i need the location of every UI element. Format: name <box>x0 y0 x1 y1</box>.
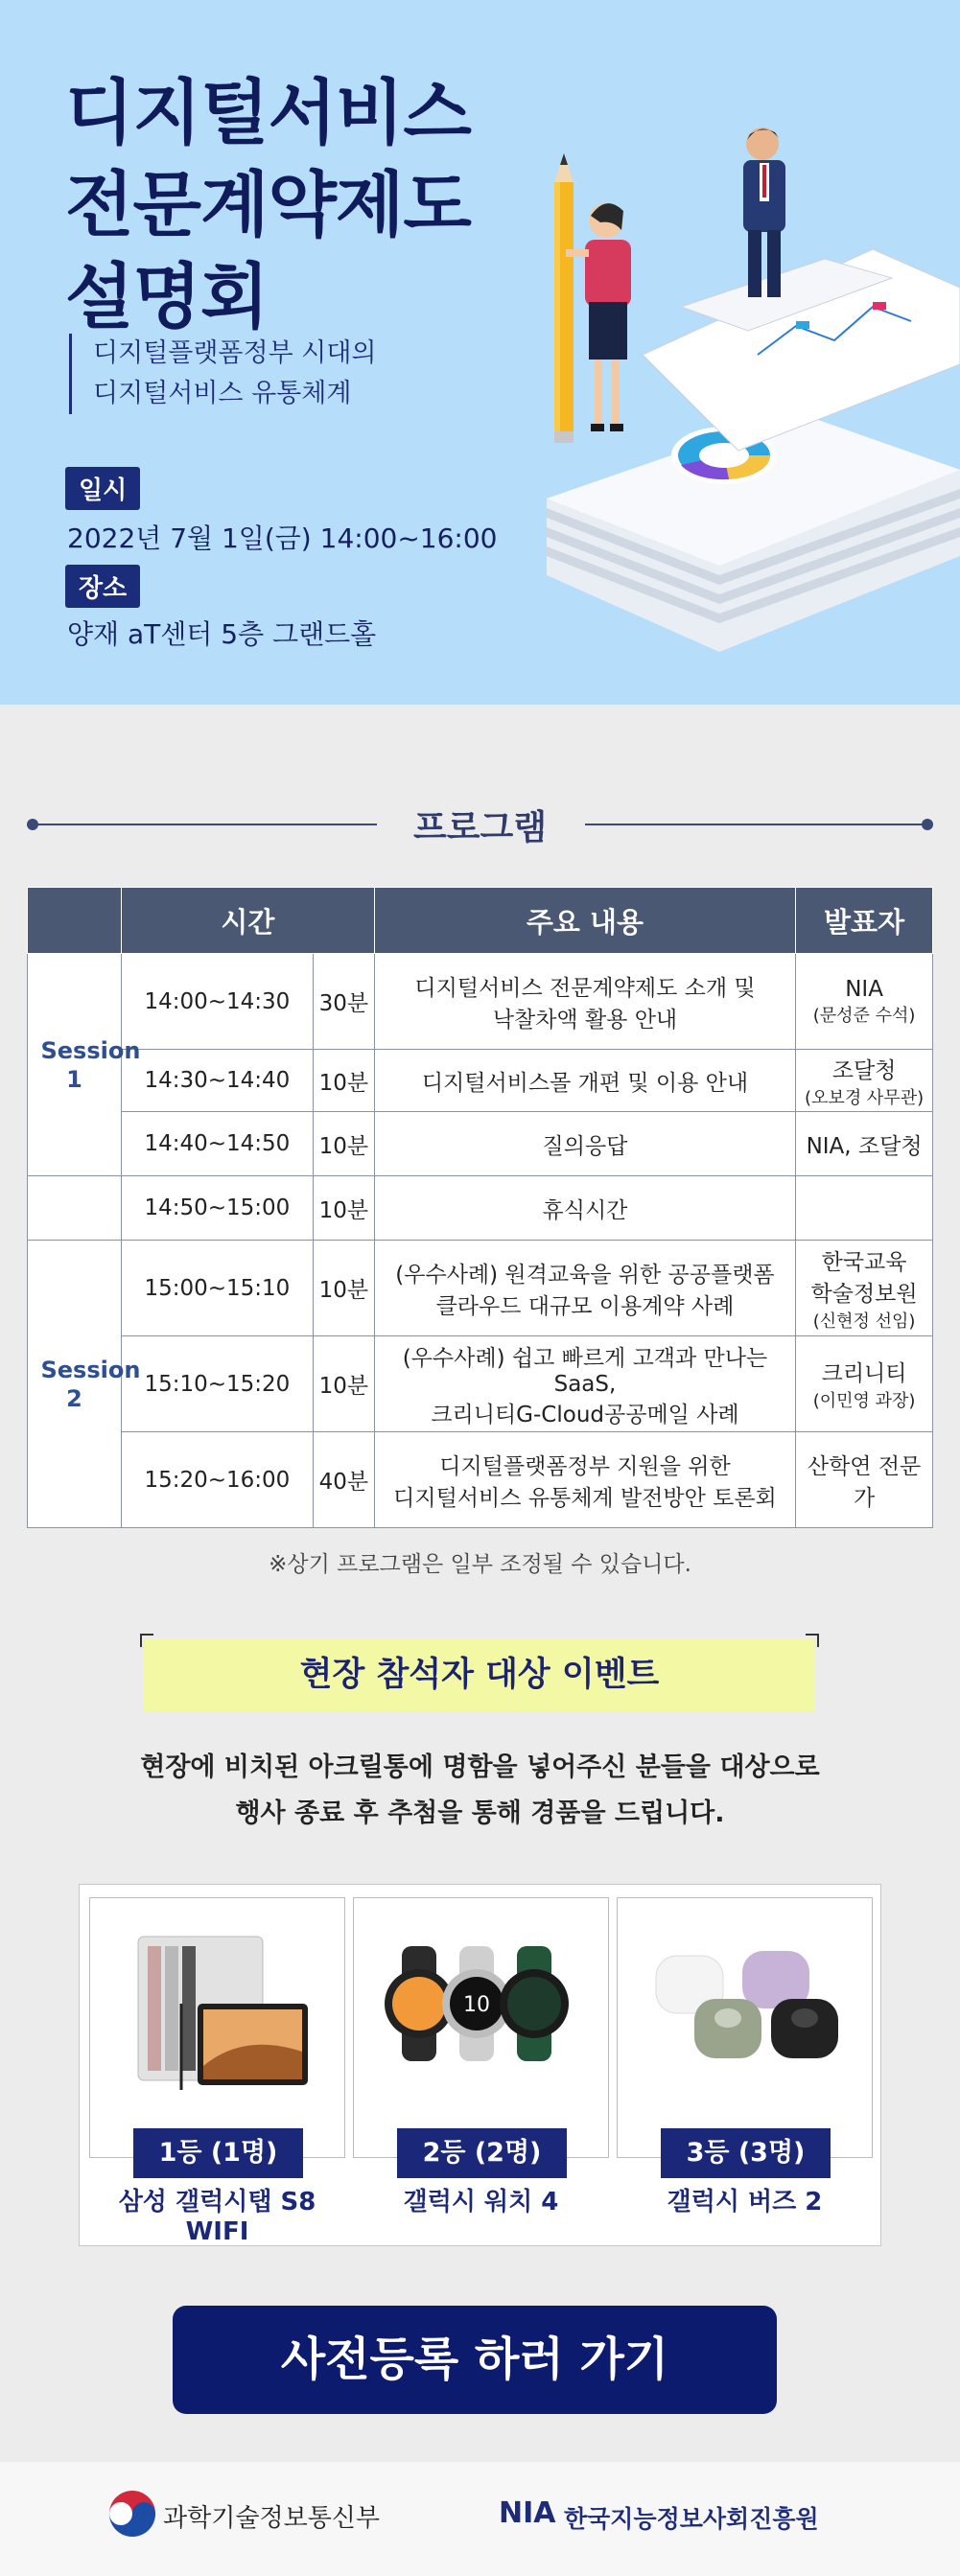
row-duration: 30분 <box>313 954 374 1050</box>
row-content-line-2: 크리니티G-Cloud공공메일 사례 <box>431 1402 739 1427</box>
row-duration: 10분 <box>313 1241 374 1336</box>
event-desc-line-1: 현장에 비치된 아크릴통에 명함을 넣어주신 분들을 대상으로 <box>140 1752 820 1782</box>
footer <box>0 2462 960 2576</box>
header-presenter: 발표자 <box>796 888 933 954</box>
program-table <box>27 887 933 1528</box>
row-content-line-2: 클라우드 대규모 이용계약 사례 <box>435 1293 735 1319</box>
prize-card-3 <box>617 1897 873 2168</box>
date-value: 2022년 7월 1일(금) 14:00~16:00 <box>67 522 498 554</box>
place-badge: 장소 <box>65 565 140 608</box>
table-row <box>28 1241 933 1336</box>
place-value: 양재 aT센터 5층 그랜드홀 <box>67 618 377 650</box>
hero-title-line-2: 전문계약제도 <box>65 164 471 246</box>
presenter-detail: (신현정 선임) <box>812 1311 916 1332</box>
row-duration: 10분 <box>313 1336 374 1432</box>
row-content <box>374 1432 795 1528</box>
row-content-line-2: 낙찰차액 활용 안내 <box>492 1007 678 1033</box>
hero-title <box>65 67 471 343</box>
row-content-line-1: (우수사례) 쉽고 빠르게 고객과 만나는 SaaS, <box>402 1345 768 1397</box>
row-content: 질의응답 <box>374 1112 795 1176</box>
row-content: 디지털서비스몰 개편 및 이용 안내 <box>374 1050 795 1112</box>
row-time: 14:50~15:00 <box>121 1176 313 1241</box>
row-content-line-1: (우수사례) 원격교육을 위한 공공플랫폼 <box>395 1262 775 1288</box>
program-title: 프로그램 <box>412 808 548 847</box>
program-header <box>0 801 960 848</box>
prize-name-3: 갤럭시 버즈 2 <box>667 2188 823 2216</box>
prize-name-2: 갤럭시 워치 4 <box>403 2188 559 2216</box>
row-presenter <box>796 1176 933 1241</box>
hero-title-line-3: 설명회 <box>65 256 269 338</box>
event-title-box <box>144 1639 815 1711</box>
row-time: 15:10~15:20 <box>121 1336 313 1432</box>
row-duration: 10분 <box>313 1050 374 1112</box>
row-time: 14:00~14:30 <box>121 954 313 1050</box>
event-title: 현장 참석자 대상 이벤트 <box>299 1656 660 1694</box>
hero-subtitle <box>69 334 376 414</box>
row-presenter: 산학연 전문가 <box>796 1432 933 1528</box>
footer-nia-name: 한국지능정보사회진흥원 <box>564 2505 819 2533</box>
presenter-name: 크리니티 <box>821 1361 907 1386</box>
presenter-name-line-2: 학술정보원 <box>810 1281 918 1307</box>
presenter-name: NIA <box>845 976 883 1002</box>
header-blank <box>28 888 122 954</box>
event-description <box>0 1745 960 1837</box>
business-illustration <box>508 115 960 652</box>
header-content: 주요 내용 <box>374 888 795 954</box>
row-content: 휴식시간 <box>374 1176 795 1241</box>
galaxy-buds-image <box>618 1898 872 2119</box>
row-duration: 10분 <box>313 1176 374 1241</box>
header-time: 시간 <box>121 888 374 954</box>
hero-title-line-1: 디지털서비스 <box>65 72 471 154</box>
presenter-name: 조달청 <box>831 1057 897 1083</box>
row-time: 15:20~16:00 <box>121 1432 313 1528</box>
svg-text:10: 10 <box>463 1993 490 2017</box>
prize-rank-1: 1등 (1명) <box>133 2128 303 2178</box>
table-row <box>28 1432 933 1528</box>
row-content-line-2: 디지털서비스 유통체계 발전방안 토론회 <box>393 1485 777 1511</box>
row-time: 14:40~14:50 <box>121 1112 313 1176</box>
galaxy-watch-image <box>354 1898 608 2119</box>
row-presenter <box>796 1241 933 1336</box>
session-blank <box>28 1176 122 1241</box>
row-presenter <box>796 1050 933 1112</box>
prize-rank-3: 3등 (3명) <box>661 2128 831 2178</box>
session-2-label <box>28 1241 141 1528</box>
date-badge: 일시 <box>65 467 140 510</box>
session-1-label <box>28 954 141 1176</box>
presenter-detail: (오보경 사무관) <box>805 1087 925 1108</box>
prize-card-1 <box>89 1897 345 2168</box>
table-row <box>28 1112 933 1176</box>
presenter-detail: (이민영 과장) <box>812 1391 916 1411</box>
hero-subtitle-line-1: 디지털플랫폼정부 시대의 <box>93 338 377 368</box>
row-presenter <box>796 1336 933 1432</box>
row-content <box>374 1241 795 1336</box>
program-note: ※상기 프로그램은 일부 조정될 수 있습니다. <box>269 1552 691 1577</box>
row-content <box>374 954 795 1050</box>
table-row <box>28 1176 933 1241</box>
presenter-detail: (문성준 수석) <box>812 1005 916 1026</box>
row-content-line-1: 디지털서비스 전문계약제도 소개 및 <box>414 975 756 1001</box>
row-presenter <box>796 954 933 1050</box>
table-row <box>28 1336 933 1432</box>
row-content <box>374 1336 795 1432</box>
prize-name-1: 삼성 갤럭시탭 S8 WIFI <box>118 2188 316 2246</box>
footer-msit: 과학기술정보통신부 <box>163 2504 381 2533</box>
table-row <box>28 1050 933 1112</box>
row-content-line-1: 디지털플랫폼정부 지원을 위한 <box>439 1453 731 1479</box>
row-presenter: NIA, 조달청 <box>796 1112 933 1176</box>
row-duration: 40분 <box>313 1432 374 1528</box>
galaxy-tab-image <box>90 1898 344 2119</box>
hero-subtitle-line-2: 디지털서비스 유통체계 <box>93 379 352 408</box>
row-time: 15:00~15:10 <box>121 1241 313 1336</box>
row-duration: 10분 <box>313 1112 374 1176</box>
row-time: 14:30~14:40 <box>121 1050 313 1112</box>
taegeuk-logo-icon <box>107 2489 157 2539</box>
presenter-name: 한국교육 <box>821 1249 907 1275</box>
session-2-text: Session 2 <box>40 1356 141 1412</box>
table-header-row <box>28 888 933 954</box>
prize-rank-2: 2등 (2명) <box>397 2128 567 2178</box>
footer-nia-logo: NIA <box>499 2496 556 2530</box>
prize-card-2 <box>353 1897 609 2168</box>
prize-panel <box>79 1884 881 2246</box>
event-desc-line-2: 행사 종료 후 추첨을 통해 경품을 드립니다. <box>235 1799 725 1828</box>
table-row <box>28 954 933 1050</box>
session-1-text: Session 1 <box>40 1036 141 1093</box>
pre-register-button[interactable]: 사전등록 하러 가기 <box>173 2306 777 2414</box>
hero-banner <box>0 0 960 705</box>
